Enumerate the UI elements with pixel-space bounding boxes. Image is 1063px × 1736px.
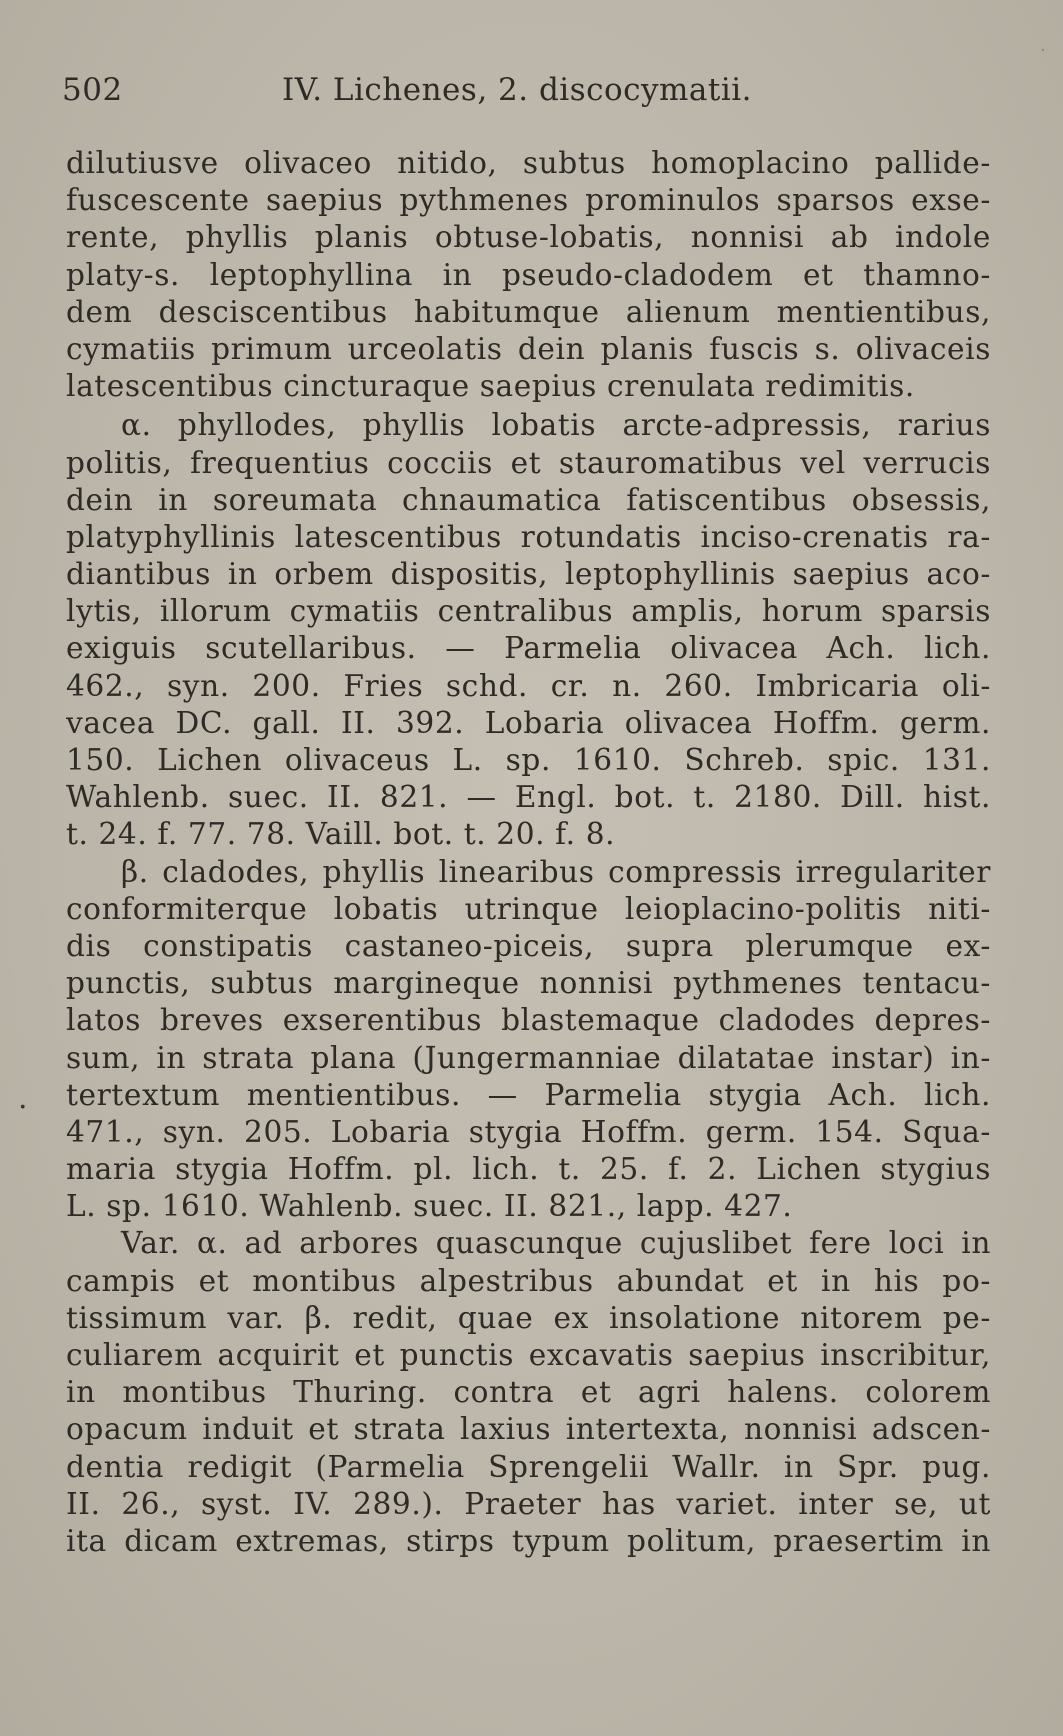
text-line: sum, in strata plana (Jungermanniae dilatatae instar) in- xyxy=(66,1040,991,1075)
text-line: culiarem acquirit et punctis excavatis saepius inscribitur, xyxy=(66,1338,991,1372)
text-line: conformiterque lobatis utrinque leioplacino-politis niti- xyxy=(66,891,991,926)
page-header xyxy=(62,72,1002,112)
text-line: dis constipatis castaneo-piceis, supra plerumque ex- xyxy=(66,928,991,963)
text-line: t. 24. f. 77. 78. Vaill. bot. t. 20. f. 8. xyxy=(66,817,616,852)
margin-mark: · xyxy=(18,1090,28,1125)
text-line: punctis, subtus margineque nonnisi pythmenes tentacu- xyxy=(66,966,991,1001)
text-line: 471., syn. 205. Lobaria stygia Hoffm. germ. 154. Squa- xyxy=(66,1114,991,1149)
text-line: dem desciscentibus habitumque alienum mentientibus, xyxy=(66,294,991,329)
text-line: politis, frequentius cocciis et stauromatibus vel verrucis xyxy=(66,445,991,480)
text-line: ita dicam extremas, stirps typum politum, praesertim in xyxy=(66,1523,991,1558)
text-line: latescentibus cincturaque saepius crenulata redimitis. xyxy=(66,369,915,404)
text-line: II. 26., syst. IV. 289.). Praeter has variet. inter se, ut xyxy=(66,1486,991,1521)
paragraph-alpha-start: α. phyllodes, phyllis lobatis arcte-adpressis, rarius xyxy=(121,408,991,443)
text-line: diantibus in orbem dispositis, leptophyllinis saepius aco- xyxy=(66,557,991,592)
text-line: 462., syn. 200. Fries schd. cr. n. 260. Imbricaria oli- xyxy=(66,668,991,703)
text-line: cymatiis primum urceolatis dein planis fuscis s. olivaceis xyxy=(66,331,991,366)
text-line: in montibus Thuring. contra et agri halens. colorem xyxy=(66,1375,991,1410)
paragraph-var-start: Var. α. ad arbores quascunque cujuslibet fere loci in xyxy=(121,1226,991,1261)
text-line: rente, phyllis planis obtuse-lobatis, nonnisi ab indole xyxy=(66,220,991,255)
text-line: dein in soreumata chnaumatica fatiscentibus obsessis, xyxy=(66,482,991,517)
text-line: dentia redigit (Parmelia Sprengelii Wallr. in Spr. pug. xyxy=(66,1449,991,1484)
text-line: L. sp. 1610. Wahlenb. suec. II. 821., lapp. 427. xyxy=(66,1189,793,1224)
text-line: vacea DC. gall. II. 392. Lobaria olivacea Hoffm. germ. xyxy=(66,705,991,740)
running-title: IV. Lichenes, 2. discocymatii. xyxy=(282,72,753,108)
text-line: exiguis scutellaribus. — Parmelia olivacea Ach. lich. xyxy=(66,631,991,666)
text-line: 150. Lichen olivaceus L. sp. 1610. Schreb. spic. 131. xyxy=(66,743,991,777)
margin-speck: · xyxy=(1040,40,1046,61)
text-line: opacum induit et strata laxius intertexta, nonnisi adscen- xyxy=(66,1412,991,1447)
text-line: platyphyllinis latescentibus rotundatis inciso-crenatis ra- xyxy=(66,519,991,554)
text-line: tertextum mentientibus. — Parmelia stygia Ach. lich. xyxy=(66,1077,991,1112)
text-line: fuscescente saepius pythmenes prominulos sparsos exse- xyxy=(66,183,991,218)
text-line: latos breves exserentibus blastemaque cladodes depres- xyxy=(66,1003,991,1038)
text-line: campis et montibus alpestribus abundat et in his po- xyxy=(66,1263,991,1298)
page-number: 502 xyxy=(62,72,123,108)
body-text xyxy=(66,145,991,1560)
text-line: platy-s. leptophyllina in pseudo-cladodem et thamno- xyxy=(66,257,991,292)
text-line: tissimum var. β. redit, quae ex insolatione nitorem pe- xyxy=(66,1300,991,1335)
text-line: lytis, illorum cymatiis centralibus amplis, horum sparsis xyxy=(66,594,991,629)
text-line: maria stygia Hoffm. pl. lich. t. 25. f. 2. Lichen stygius xyxy=(66,1152,991,1187)
paragraph-beta-start: β. cladodes, phyllis linearibus compressis irregulariter xyxy=(121,854,991,889)
text-line: dilutiusve olivaceo nitido, subtus homoplacino pallide- xyxy=(66,146,991,180)
text-line: Wahlenb. suec. II. 821. — Engl. bot. t. 2180. Dill. hist. xyxy=(66,780,991,815)
